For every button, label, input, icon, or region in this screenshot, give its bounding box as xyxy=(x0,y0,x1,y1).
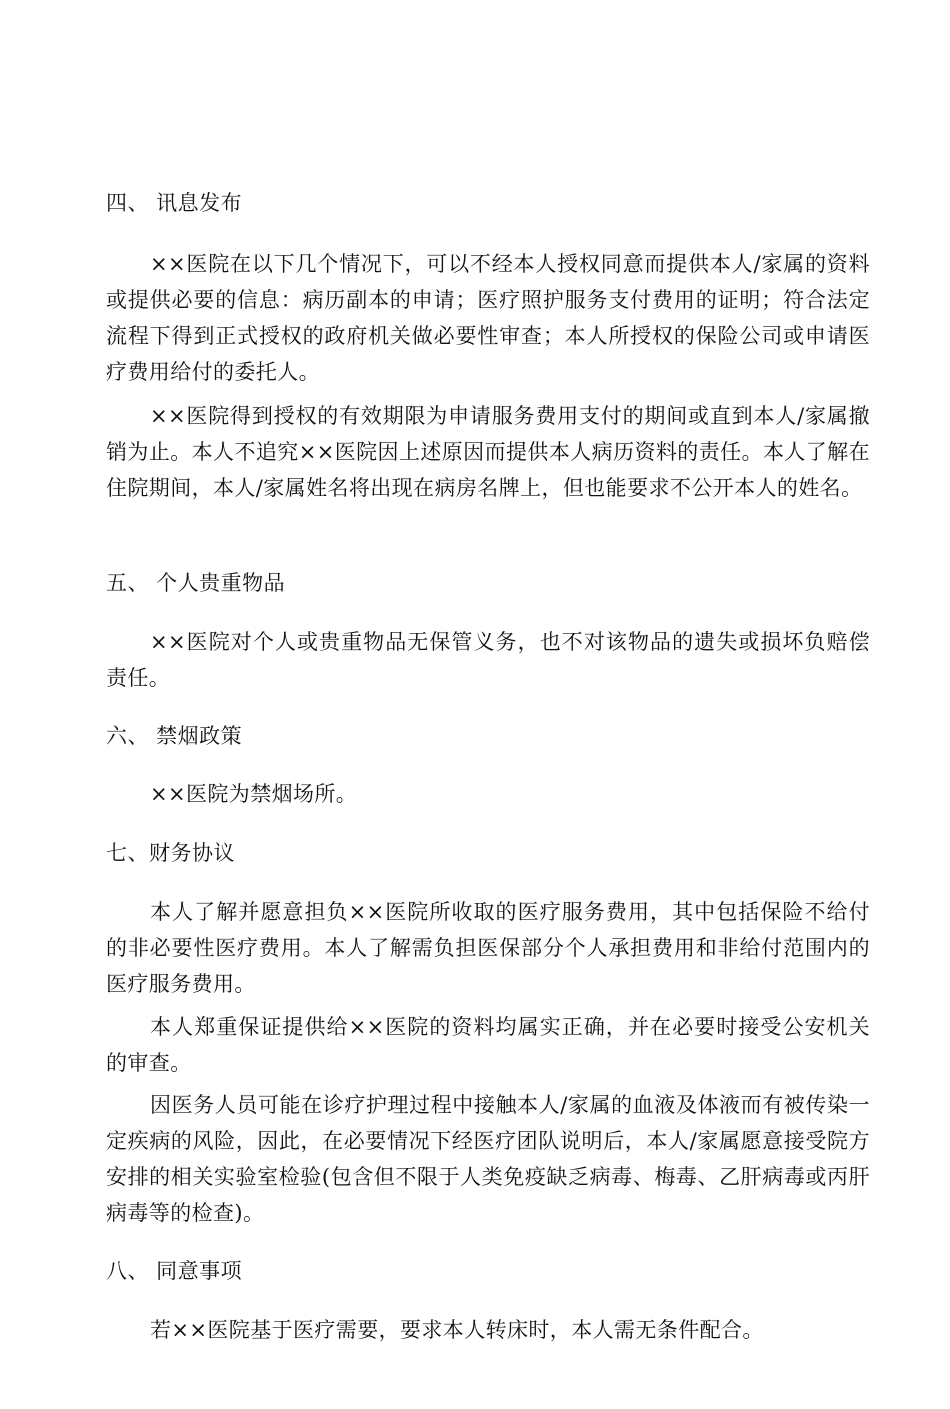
paragraph-no-smoking: ××医院为禁烟场所。 xyxy=(150,782,358,806)
paragraph-info-release-1: ××医院在以下几个情况下，可以不经本人授权同意而提供本人/家属的资料或提供必要的信息：病历副本的申请；医疗照护服务支付费用的证明；符合法定流程下得到正式授权的政府机关做必要性审查；本人所授权的保险公司或申请医疗费用给付的委托人。 xyxy=(106,252,870,384)
paragraph-valuables: ××医院对个人或贵重物品无保管义务，也不对该物品的遗失或损坏负赔偿责任。 xyxy=(106,630,870,690)
paragraph-financial-1: 本人了解并愿意担负××医院所收取的医疗服务费用，其中包括保险不给付的非必要性医疗费用。本人了解需负担医保部分个人承担费用和非给付范围内的医疗服务费用。 xyxy=(106,900,870,996)
section-heading-no-smoking: 六、 禁烟政策 xyxy=(106,724,243,748)
section-heading-consent: 八、 同意事项 xyxy=(106,1259,243,1283)
section-heading-financial: 七、财务协议 xyxy=(106,841,235,865)
paragraph-info-release-2: ××医院得到授权的有效期限为申请服务费用支付的期间或直到本人/家属撤销为止。本人不追究××医院因上述原因而提供本人病历资料的责任。本人了解在住院期间，本人/家属姓名将出现在病房名牌上，但也能要求不公开本人的姓名。 xyxy=(106,404,870,500)
paragraph-financial-3: 因医务人员可能在诊疗护理过程中接触本人/家属的血液及体液而有被传染一定疾病的风险，因此，在必要情况下经医疗团队说明后，本人/家属愿意接受院方安排的相关实验室检验(包含但不限于人类免疫缺乏病毒、梅毒、乙肝病毒或丙肝病毒等的检查)。 xyxy=(106,1093,870,1225)
paragraph-financial-2: 本人郑重保证提供给××医院的资料均属实正确，并在必要时接受公安机关的审查。 xyxy=(106,1015,870,1075)
section-heading-info-release: 四、 讯息发布 xyxy=(106,191,243,215)
paragraph-consent: 若××医院基于医疗需要，要求本人转床时，本人需无条件配合。 xyxy=(150,1318,764,1342)
section-heading-valuables: 五、 个人贵重物品 xyxy=(106,571,286,595)
